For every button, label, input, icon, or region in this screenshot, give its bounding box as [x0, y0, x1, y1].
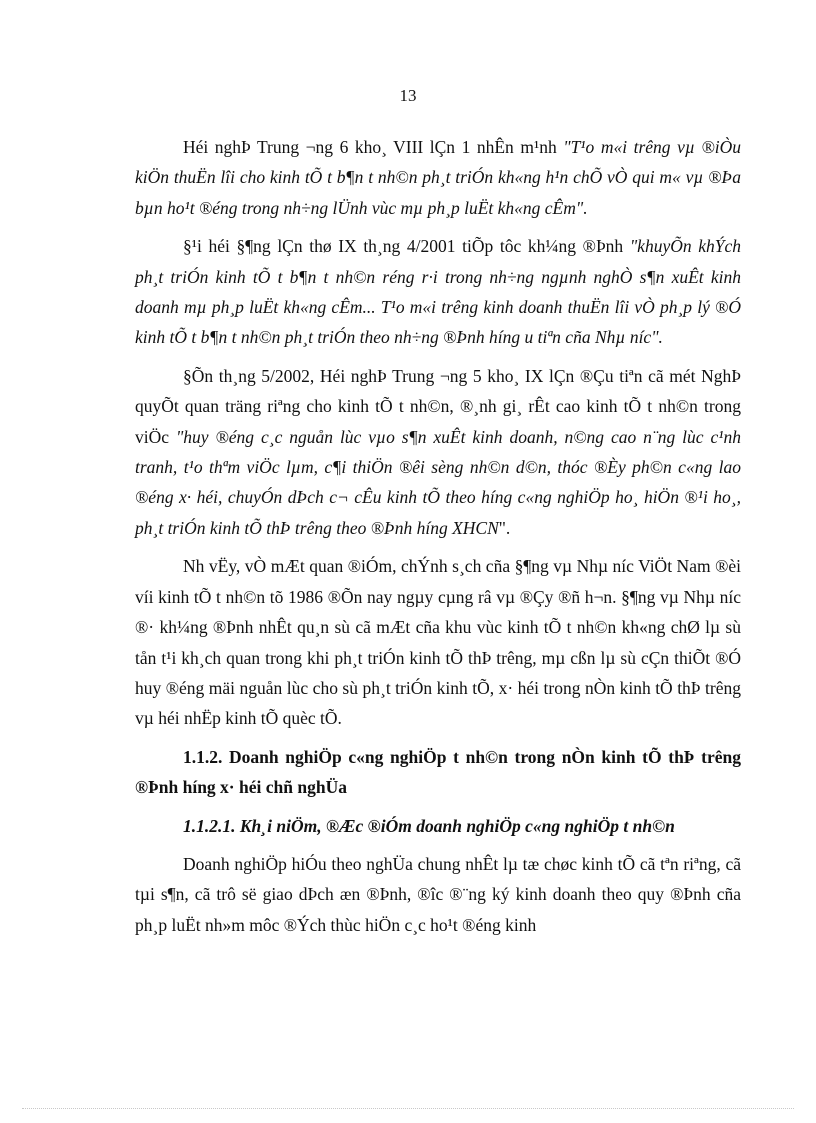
subsection-heading: 1.1.2.1. Kh¸i niÖm, ®Æc ®iÓm doanh nghiÖp c«ng nghiÖp t nh©n [183, 815, 675, 836]
paragraph-3 [135, 361, 741, 543]
paragraph-4-text: Nh vËy, vÒ mÆt quan ®iÓm, chÝnh s¸ch cña §¶ng vµ Nhµ níc ViÖt Nam ®èi víi kinh tÕ t nh©n tõ 1986 ®Õn nay ngµy cµng râ vµ ®Çy ®ñ h¬n. §¶ng vµ Nhµ níc ®· kh¼ng ®Þnh nhÊt qu¸n sù cã mÆt cña khu vùc kinh tÕ t nh©n kh«ng chØ lµ sù tån t¹i kh¸ch quan trong khi ph¸t triÓn kinh tÕ thÞ trêng, mµ cßn lµ sù cÇn thiÕt ®Ó huy ®éng mäi nguån lùc cho sù ph¸t triÓn kinh tÕ, x· héi trong nÒn kinh tÕ thÞ trêng vµ héi nhËp kinh tÕ quèc tÕ. [135, 556, 741, 729]
paragraph-1-text: Héi nghÞ Trung ¬ng 6 kho¸ VIII lÇn 1 nhÊn m¹nh [183, 137, 564, 157]
paragraph-3-after: ". [498, 517, 511, 538]
paragraph-4 [135, 551, 741, 733]
page-bottom-divider [22, 1108, 794, 1109]
paragraph-3-text: §Õn th¸ng 5/2002, Héi nghÞ Trung ¬ng 5 kho¸ IX lÇn ®Çu tiªn cã mét NghÞ quyÕt quan träng riªng cho kinh tÕ t nh©n, ®¸nh gi¸ rÊt cao kinh tÕ t nh©n trong viÖc [135, 365, 741, 447]
paragraph-2-quote: "khuyÕn khÝch ph¸t triÓn kinh tÕ t b¶n t nh©n réng r·i trong nh÷ng ngµnh nghÒ s¶n xuÊt kinh doanh mµ ph¸p luËt kh«ng cÊm... T¹o m«i trêng kinh doanh thuËn lîi vÒ ph¸p lý ®Ó kinh tÕ t b¶n t nh©n ph¸t triÓn theo nh÷ng ®Þnh híng u tiªn cña Nhµ níc". [135, 236, 741, 348]
page-number: 13 [399, 86, 417, 105]
paragraph-1 [135, 132, 741, 223]
document-body [135, 132, 741, 940]
section-heading: 1.1.2. Doanh nghiÖp c«ng nghiÖp t nh©n trong nÒn kinh tÕ thÞ trêng ®Þnh híng x· héi chñ nghÜa [135, 746, 741, 798]
paragraph-1-quote: "T¹o m«i trêng vµ ®iÒu kiÖn thuËn lîi cho kinh tÕ t b¶n t nh©n ph¸t triÓn kh«ng h¹n chÕ vÒ qui m« vµ ®Þa bµn ho¹t ®éng trong nh÷ng lÜnh vùc mµ ph¸p luËt kh«ng cÊm". [135, 137, 741, 218]
paragraph-2 [135, 231, 741, 353]
paragraph-3-quote: "huy ®éng c¸c nguån lùc vµo s¶n xuÊt kinh doanh, n©ng cao n¨ng lùc c¹nh tranh, t¹o thªm viÖc lµm, c¶i thiÖn ®êi sèng nh©n d©n, thóc ®Èy ph©n c«ng lao ®éng x· héi, chuyÓn dÞch c¬ cÊu kinh tÕ theo híng c«ng nghiÖp ho¸ hiÖn ®¹i ho¸, ph¸t triÓn kinh tÕ thÞ trêng theo ®Þnh híng XHCN [135, 426, 741, 538]
paragraph-5: Doanh nghiÖp hiÓu theo nghÜa chung nhÊt lµ tæ chøc kinh tÕ cã tªn riªng, cã tµi s¶n, cã trô së giao dÞch æn ®Þnh, ®îc ®¨ng ký kinh doanh theo quy ®Þnh cña ph¸p luËt nh»m môc ®Ých thùc hiÖn c¸c ho¹t ®éng kinh [135, 853, 741, 935]
paragraph-2-text: §¹i héi §¶ng lÇn thø IX th¸ng 4/2001 tiÕp tôc kh¼ng ®Þnh [183, 236, 630, 257]
